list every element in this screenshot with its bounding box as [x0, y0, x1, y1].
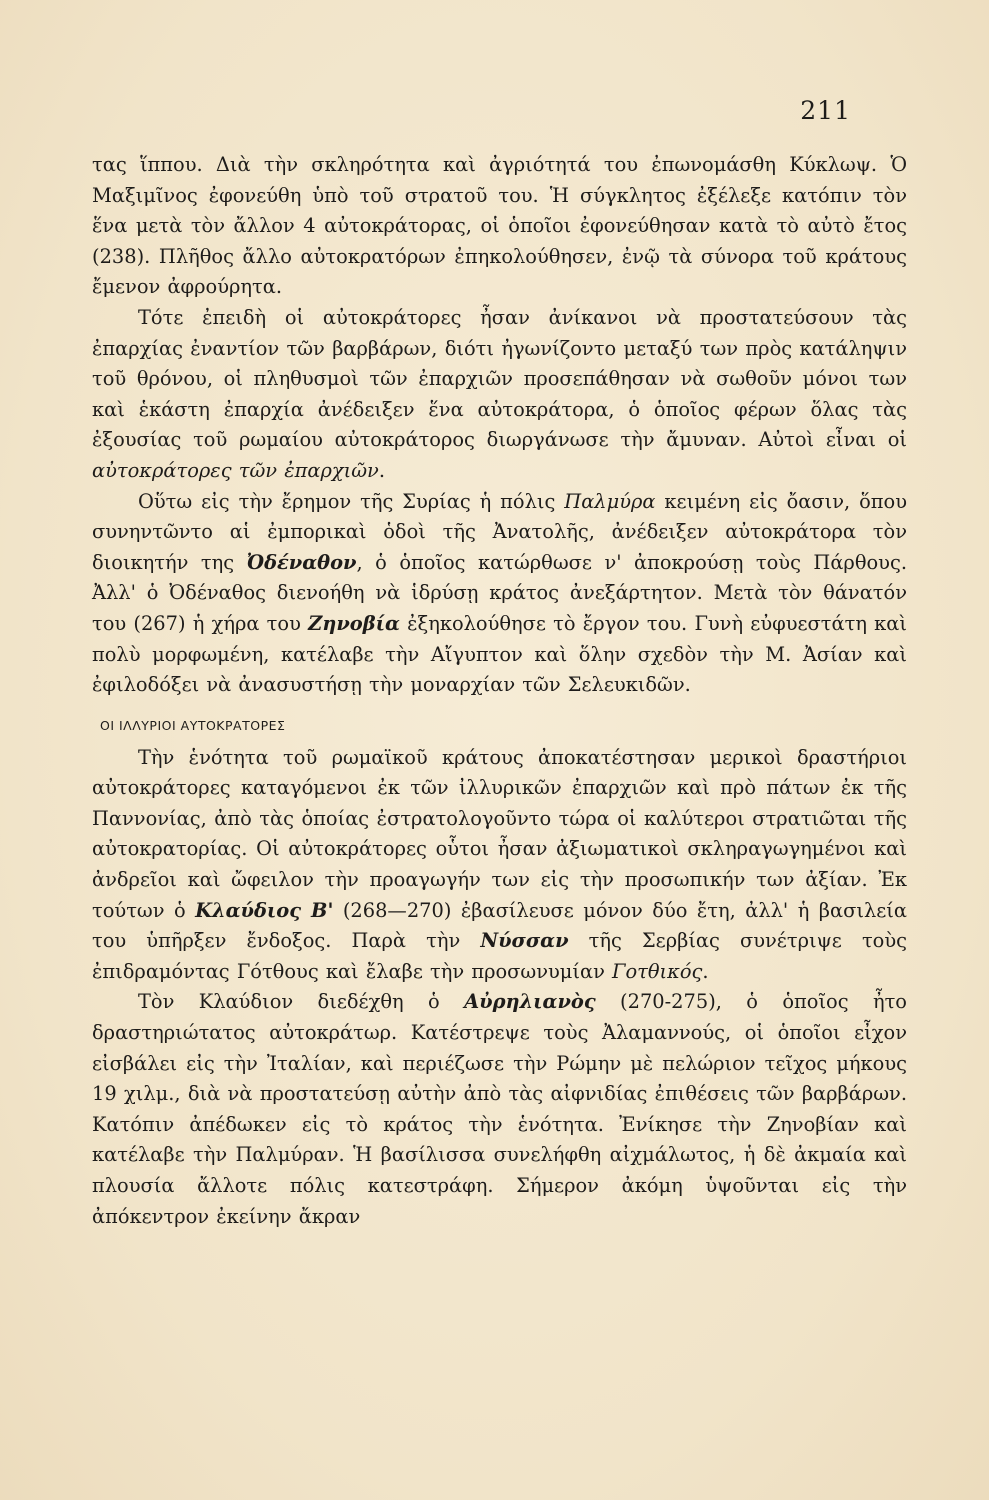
page-number: 211	[800, 96, 851, 125]
emphasized-term: Παλμύρα	[564, 489, 656, 513]
text-run: , ὁ ὁποῖος κατώρθωσε ν' ἀποκρούσῃ τοὺς Πάρθους. Ἀλλ' ὁ Ὀδέναθος διενοήθη νὰ ἱδρύσῃ κράτος ἀνεξάρτητον. Μετὰ τὸν θάνατόν του (267) ἡ χήρα του	[92, 550, 907, 635]
text-run: .	[378, 458, 385, 482]
paragraph-palmyra	[92, 487, 907, 701]
emphasized-name: Ζηνοβία	[308, 611, 400, 635]
emphasized-name: Αὐρηλιανὸς	[464, 990, 596, 1014]
text-run: τας ἵππου. Διὰ τὴν σκληρότητα καὶ ἀγριότητά του ἐπωνομάσθη Κύκλωψ. Ὁ Μαξιμῖνος ἐφονεύθη ὑπὸ τοῦ στρατοῦ του. Ἡ σύγκλητος ἐξέλεξε κατόπιν τὸν ἕνα μετὰ τὸν ἄλλον 4 αὐτοκράτορας, οἱ ὁποῖοι ἐφονεύθησαν κατὰ τὸ αὐτὸ ἔτος (238). Πλῆθος ἄλλο αὐτοκρατόρων ἐπηκολούθησεν, ἐνῷ τὰ σύνορα τοῦ κράτους ἔμενον ἀφρούρητα.	[92, 153, 907, 299]
text-run: Οὕτω εἰς τὴν ἔρημον τῆς Συρίας ἡ πόλις	[138, 489, 565, 513]
emphasized-term: αὐτοκράτορες τῶν ἐπαρχιῶν	[92, 458, 379, 482]
text-run: (270-275), ὁ ὁποῖος ἦτο δραστηριώτατος αὐτοκράτωρ. Κατέστρεψε τοὺς Ἀλαμαννούς, οἱ ὁποῖοι εἶχον εἰσβάλει εἰς τὴν Ἰταλίαν, καὶ περιέζωσε τὴν Ρώμην μὲ πελώριον τεῖχος μήκους 19 χιλμ., διὰ νὰ προστατεύσῃ αὐτὴν ἀπὸ τὰς αἰφνιδίας ἐπιθέσεις τῶν βαρβάρων. Κατόπιν ἀπέδωκεν εἰς τὸ κράτος τὴν ἑνότητα. Ἐνίκησε τὴν Ζηνοβίαν καὶ κατέλαβε τὴν Παλμύραν. Ἡ βασίλισσα συνελήφθη αἰχμάλωτος, ἡ δὲ ἀκμαία καὶ πλουσία ἄλλοτε πόλις κατεστράφη. Σήμερον ἀκόμη ὑψοῦνται εἰς τὴν ἀπόκεντρον ἐκείνην ἄκραν	[92, 990, 907, 1228]
emphasized-name: Ὀδέναθον	[246, 550, 357, 574]
text-run: κειμένη εἰς ὄασιν, ὅπου συνηντῶντο αἱ ἐμπορικαὶ ὁδοὶ τῆς Ἀνατολῆς, ἀνέδειξεν αὐτοκράτορα τὸν διοικητήν της	[92, 489, 907, 574]
paragraph-illyrian-emperors	[92, 743, 907, 988]
text-run: τῆς Σερβίας συνέτριψε τοὺς ἐπιδραμόντας Γότθους καὶ ἔλαβε τὴν προσωνυμίαν	[92, 929, 907, 983]
text-run: Τὴν ἑνότητα τοῦ ρωμαϊκοῦ κράτους ἀποκατέστησαν μερικοὶ δραστήριοι αὐτοκράτορες καταγόμενοι ἐκ τῶν ἰλλυρικῶν ἐπαρχιῶν καὶ πρὸ πάτων ἐκ τῆς Παννονίας, ἀπὸ τὰς ὁποίας ἐστρατολογοῦντο τώρα οἱ καλύτεροι στρατιῶται τῆς αὐτοκρατορίας. Οἱ αὐτοκράτορες οὗτοι ἦσαν ἀξιωματικοὶ σκληραγωγημένοι καὶ ἀνδρεῖοι καὶ ὤφειλον τὴν προαγωγήν των εἰς τὴν προσωπικήν των ἀξίαν. Ἐκ τούτων ὁ	[92, 745, 907, 922]
text-run: Τὸν Κλαύδιον διεδέχθη ὁ	[138, 990, 465, 1014]
emphasized-name: Κλαύδιος Β'	[195, 898, 334, 922]
text-run: ἐξηκολούθησε τὸ ἔργον του. Γυνὴ εὐφυεστάτη καὶ πολὺ μορφωμένη, κατέλαβε τὴν Αἴγυπτον καὶ ὅλην σχεδὸν τὴν Μ. Ἀσίαν καὶ ἐφιλοδόξει νὰ ἀνασυστήσῃ τὴν μοναρχίαν τῶν Σελευκιδῶν.	[92, 611, 907, 697]
paragraph-provincial-emperors	[92, 303, 907, 487]
paragraph-continuation	[92, 150, 907, 303]
text-run: .	[702, 959, 709, 983]
text-run: (268—270) ἐβασίλευσε μόνον δύο ἔτη, ἀλλ' ἡ βασιλεία του ὑπῆρξεν ἔνδοξος. Παρὰ τὴν	[92, 898, 907, 953]
text-run: Τότε ἐπειδὴ οἱ αὐτοκράτορες ἦσαν ἀνίκανοι νὰ προστατεύσουν τὰς ἐπαρχίας ἐναντίον τῶν βαρβάρων, διότι ἠγωνίζοντο μεταξύ των πρὸς κατάληψιν τοῦ θρόνου, οἱ πληθυσμοὶ τῶν ἐπαρχιῶν προσεπάθησαν νὰ σωθοῦν μόνοι των καὶ ἑκάστη ἐπαρχία ἀνέδειξεν ἕνα αὐτοκράτορα, ὁ ὁποῖος φέρων ὅλας τὰς ἐξουσίας τοῦ ρωμαίου αὐτοκράτορος διωργάνωσε τὴν ἄμυναν. Αὐτοὶ εἶναι οἱ	[92, 305, 907, 452]
paragraph-aurelian	[92, 987, 907, 1232]
section-heading: ΟΙ ΙΛΛΥΡΙΟΙ ΑΥΤΟΚΡΑΤΟΡΕΣ	[100, 717, 286, 733]
emphasized-term: Γοτθικός	[612, 959, 703, 983]
body-text	[92, 150, 907, 1232]
emphasized-name: Νύσσαν	[480, 929, 569, 953]
